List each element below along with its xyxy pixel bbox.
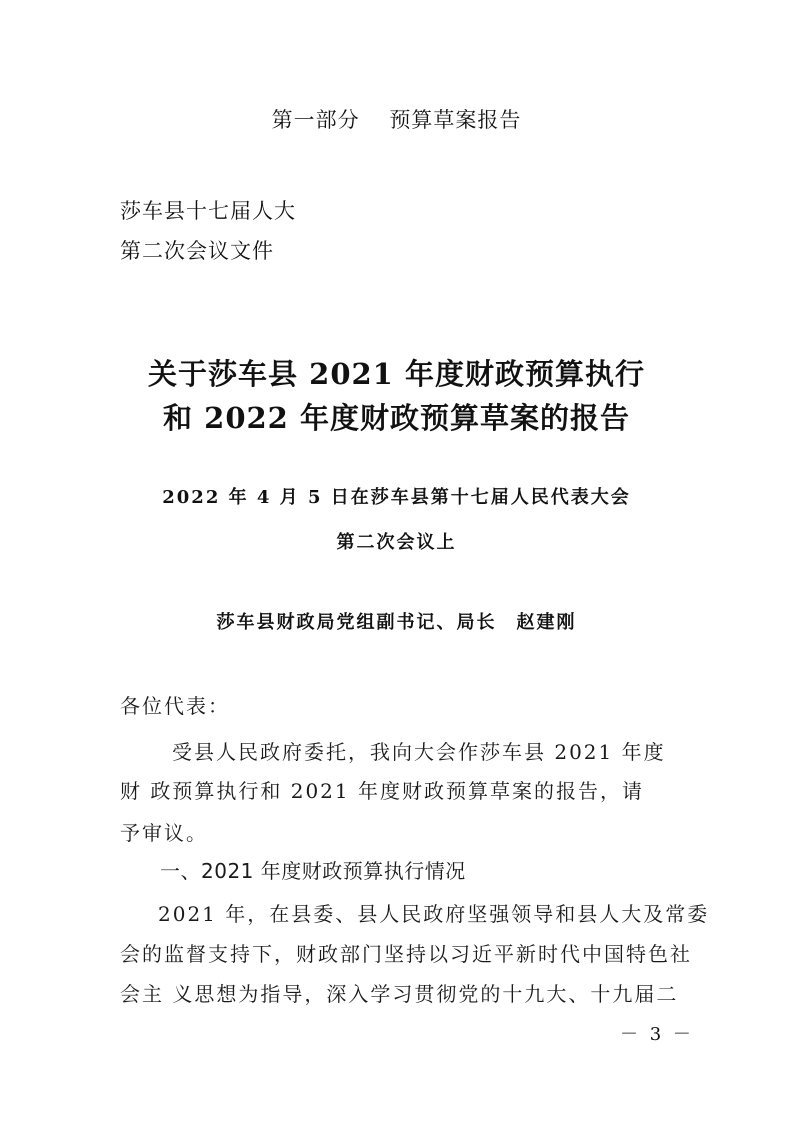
- speaker-byline: 莎车县财政局党组副书记、局长 赵建刚: [216, 612, 577, 633]
- document-label-line-1: 莎车县十七届人大: [120, 199, 296, 223]
- report-title-line-1: 关于莎车县 2021 年度财政预算执行: [148, 357, 645, 391]
- part-title: 第一部分 预算草案报告: [271, 108, 522, 132]
- meeting-info-line-1: 2022 年 4 月 5 日在莎车县第十七届人民代表大会: [162, 487, 631, 508]
- meeting-info-line-2: 第二次会议上: [336, 532, 457, 553]
- paragraph-1-line-3: 予审议。: [120, 821, 208, 845]
- paragraph-1-line-1: 受县人民政府委托，我向大会作莎车县 2021 年度: [172, 740, 666, 764]
- report-title-line-2: 和 2022 年度财政预算草案的报告: [163, 401, 630, 435]
- paragraph-2-line-3: 会主 义思想为指导，深入学习贯彻党的十九大、十九届二: [120, 982, 679, 1006]
- page-number: － 3 －: [620, 1024, 694, 1045]
- paragraph-2-line-2: 会的监督支持下，财政部门坚持以习近平新时代中国特色社: [120, 942, 692, 966]
- salutation: 各位代表：: [120, 694, 230, 718]
- document-label-line-2: 第二次会议文件: [120, 239, 274, 263]
- paragraph-1-line-2: 财 政预算执行和 2021 年度财政预算草案的报告，请: [120, 779, 644, 803]
- section-1-heading: 一、2021 年度财政预算执行情况: [160, 859, 466, 883]
- paragraph-2-line-1: 2021 年，在县委、县人民政府坚强领导和县人大及常委: [158, 902, 710, 926]
